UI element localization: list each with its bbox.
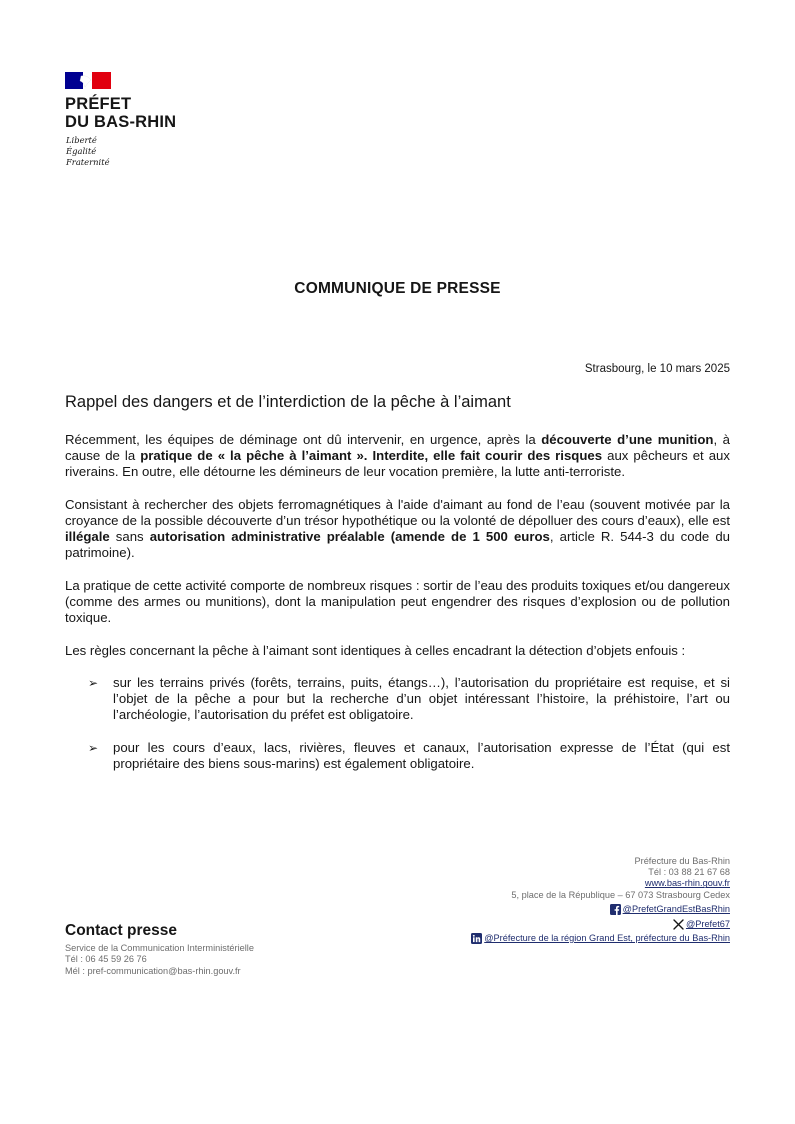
bold-text-run: découverte d’une munition <box>541 432 714 447</box>
motto-liberte: Liberté <box>66 135 97 145</box>
text-run: , article R. 544-3 du code du patrimoine). <box>65 529 730 561</box>
website-link[interactable]: www.bas-rhin.gouv.fr <box>644 878 730 889</box>
list-item <box>65 740 730 772</box>
rules-list <box>65 675 730 772</box>
document-title: COMMUNIQUE DE PRESSE <box>294 280 501 297</box>
paragraph-2 <box>65 497 730 562</box>
social-x <box>673 918 730 930</box>
contact-title: Contact presse <box>65 922 177 939</box>
list-item-text: pour les cours d’eaux, lacs, rivières, fleuves et canaux, l’autorisation expresse de l’État (qui est propriétaire des biens sous-marins) est également obligatoire. <box>113 739 730 771</box>
republique-francaise-flag-logo <box>65 72 111 89</box>
facebook-icon <box>610 904 621 915</box>
text-run: aux pêcheurs et aux riverains. En outre, elle détourne les démineurs de leur vocation première, la lutte anti-terroriste. <box>65 448 730 480</box>
footer-org: Préfecture du Bas-Rhin <box>634 856 730 866</box>
text-run: , à cause de la <box>65 432 730 464</box>
press-release-body <box>65 432 730 788</box>
list-item <box>65 675 730 724</box>
footer-phone: Tél : 03 88 21 67 68 <box>648 867 730 878</box>
prefecture-name <box>65 95 176 131</box>
motto-egalite: Égalité <box>66 146 97 156</box>
prefecture-name-line1: PRÉFET <box>65 95 132 113</box>
bold-text-run: autorisation administrative préalable (amende de 1 500 euros <box>149 529 550 545</box>
prefecture-name-line2: DU BAS-RHIN <box>65 113 177 131</box>
text-run: Consistant à rechercher des objets ferromagnétiques à l'aide d'aimant au fond de l’eau (souvent motivée par la croyance de la possible découverte d’un trésor hypothétique ou la volonté de dépolluer des cours d’eaux), elle est <box>65 496 730 528</box>
linkedin-icon <box>471 933 482 944</box>
paragraph-4: Les règles concernant la pêche à l’aimant sont identiques à celles encadrant la détection d’objets enfouis : <box>65 642 686 658</box>
text-run: sans <box>109 529 150 545</box>
x-twitter-icon <box>673 919 684 930</box>
paragraph-3: La pratique de cette activité comporte de nombreux risques : sortir de l’eau des produits toxiques et/ou dangereux (comme des armes ou munitions), dont la manipulation peut engendrer des risques d’explosion ou de pollution toxique. <box>65 577 730 626</box>
footer-address: 5, place de la République – 67 073 Strasbourg Cedex <box>511 889 730 900</box>
linkedin-link[interactable]: @Préfecture de la région Grand Est, préfecture du Bas-Rhin <box>484 933 730 943</box>
motto-fraternite: Fraternité <box>66 157 110 167</box>
republic-motto <box>66 135 110 168</box>
paragraph-1 <box>65 432 730 481</box>
contact-service: Service de la Communication Interministérielle <box>65 943 254 953</box>
bold-text-run: illégale <box>65 529 110 545</box>
prefecture-coordinates <box>511 856 730 901</box>
contact-phone: Tél : 06 45 59 26 76 <box>65 954 147 965</box>
arrow-bullet-icon: ➢ <box>88 675 99 690</box>
arrow-bullet-icon: ➢ <box>88 740 99 755</box>
contact-email: Mél : pref-communication@bas-rhin.gouv.fr <box>65 965 241 976</box>
headline: Rappel des dangers et de l’interdiction de la pêche à l’aimant <box>65 393 511 411</box>
social-facebook <box>610 903 730 915</box>
document-date: Strasbourg, le 10 mars 2025 <box>584 363 730 375</box>
x-link[interactable]: @Prefet67 <box>685 919 730 929</box>
social-linkedin <box>471 932 730 944</box>
text-run: Récemment, les équipes de déminage ont dû intervenir, en urgence, après la <box>65 432 542 447</box>
facebook-link[interactable]: @PrefetGrandEstBasRhin <box>622 904 730 914</box>
list-item-text: sur les terrains privés (forêts, terrains, puits, étangs…), l’autorisation du propriétaire est requise, et si l’objet de la pêche a pour but la recherche d’un objet intéressant l’histoire, la préhistoire, l’art ou l’archéologie, l’autorisation du préfet est obligatoire. <box>113 674 730 723</box>
bold-text-run: pratique de « la pêche à l’aimant ». Interdite, elle fait courir des risques <box>140 448 603 464</box>
press-contact <box>65 943 254 977</box>
